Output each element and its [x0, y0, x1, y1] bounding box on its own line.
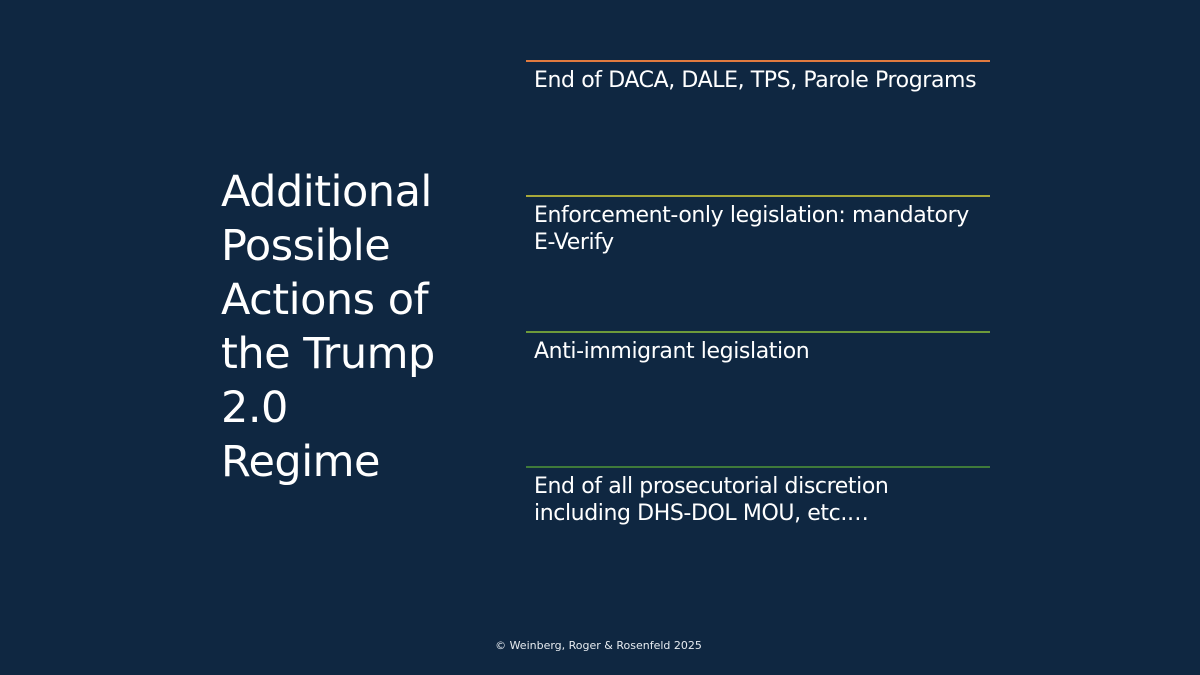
divider-rule [526, 60, 990, 62]
divider-rule [526, 466, 990, 468]
list-item [526, 466, 990, 602]
list-item-text: Enforcement-only legislation: mandatory E-Verify [534, 203, 969, 255]
divider-rule [526, 331, 990, 333]
list-item-text: End of DACA, DALE, TPS, Parole Programs [534, 68, 977, 93]
list-item-text: Anti-immigrant legislation [534, 339, 810, 364]
list-item-text: End of all prosecutorial discretion including DHS-DOL MOU, etc.… [534, 474, 889, 526]
divider-rule [526, 195, 990, 197]
list-item [526, 195, 990, 331]
list-item [526, 60, 990, 196]
slide-title: Additional Possible Actions of the Trump 2.0 Regime [221, 167, 435, 487]
list-item [526, 331, 990, 467]
copyright-footer: © Weinberg, Roger & Rosenfeld 2025 [495, 639, 702, 652]
